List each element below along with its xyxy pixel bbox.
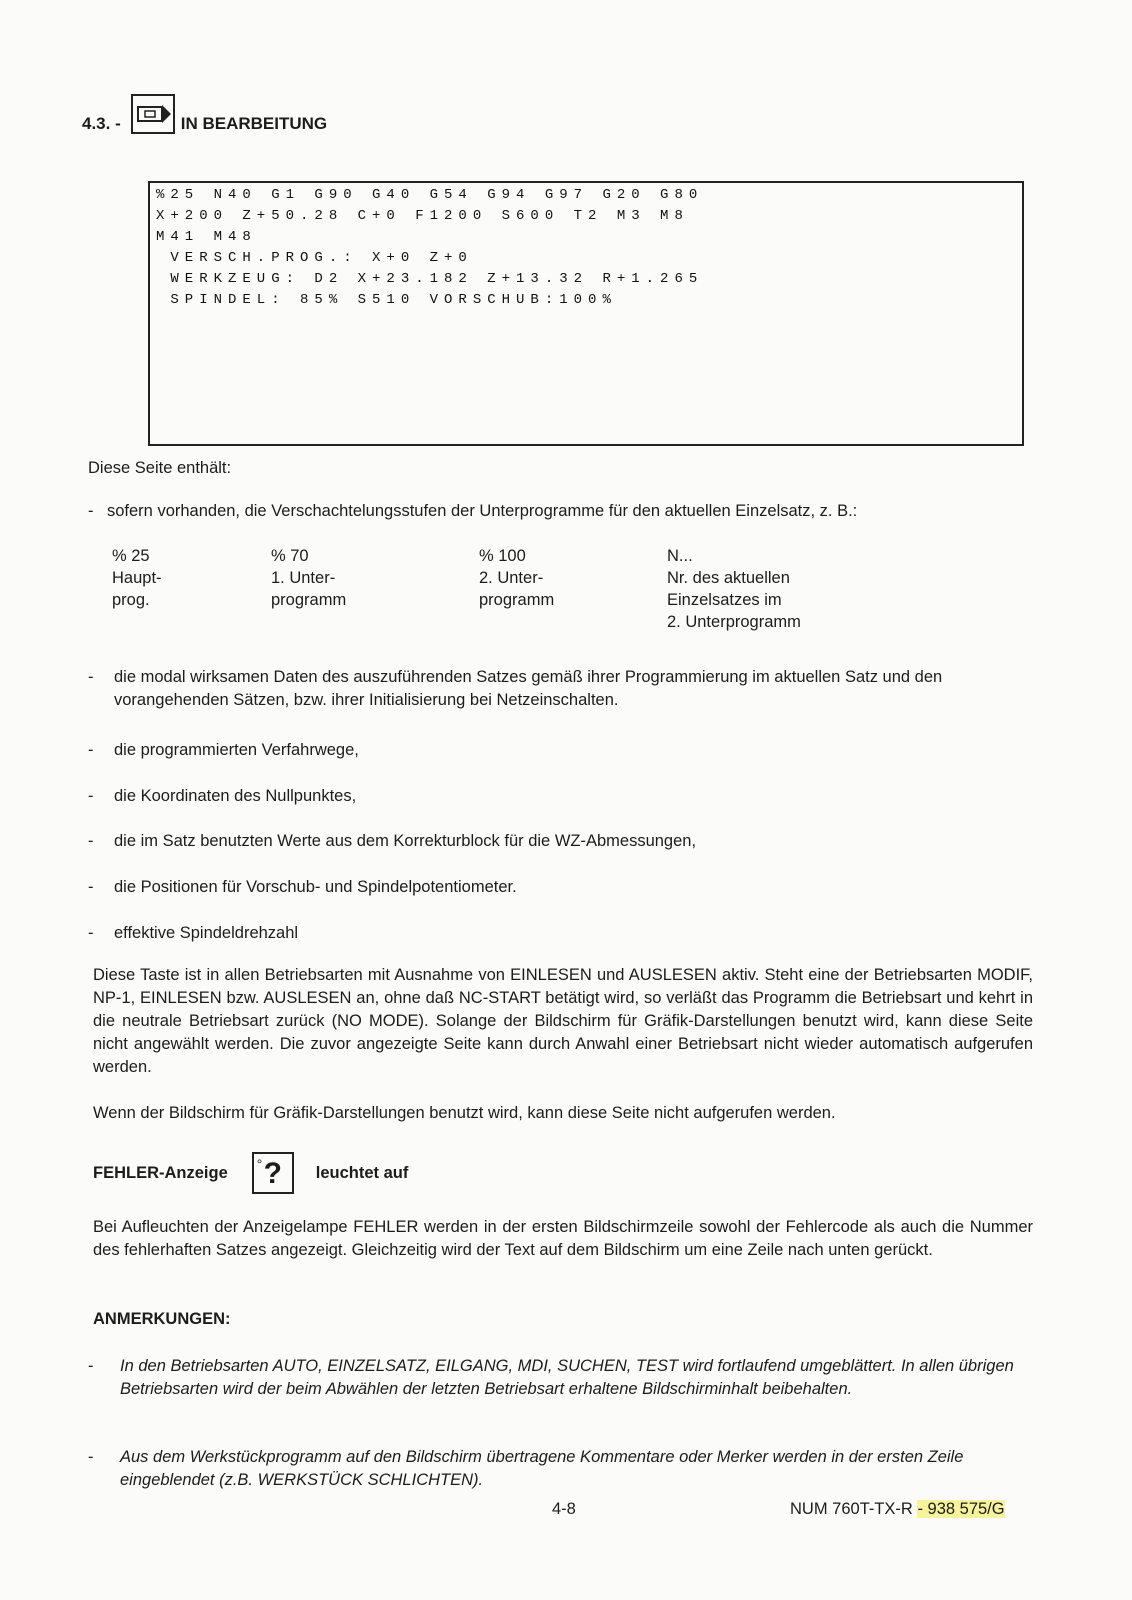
level-value: % 25 bbox=[112, 547, 150, 565]
level-label: Haupt- bbox=[112, 569, 162, 587]
document-id bbox=[790, 1500, 1005, 1519]
screen-line: WERKZEUG: D2 X+23.182 Z+13.32 R+1.265 bbox=[156, 271, 704, 287]
note-text: In den Betriebsarten AUTO, EINZELSATZ, EILGANG, MDI, SUCHEN, TEST wird fortlaufend umgeblättert. In allen übrigen Betriebsarten wird der beim Abwählen der letzten Betriebsart erhaltene Bildschirminhalt beibehalten. bbox=[120, 1357, 1014, 1398]
paragraph: Diese Taste ist in allen Betriebsarten mit Ausnahme von EINLESEN und AUSLESEN aktiv. Steht eine der Betriebsarten MODIF, NP-1, EINLESEN bzw. AUSLESEN an, ohne daß NC-START betätigt wird, so verläßt das Programm die Betriebsart und kehrt in die neutrale Betriebsart zurück (NO MODE). Solange der Bildschirm für Gräfik-Darstellungen benutzt wird, kann diese Seite nicht angewählt werden. Die zuvor angezeigte Seite kann durch Anwahl einer Betriebsart nicht wieder automatisch aufgerufen werden. bbox=[93, 966, 1033, 1076]
intro-text: Diese Seite enthält: bbox=[88, 459, 232, 477]
bullet-dash: - bbox=[88, 878, 94, 896]
screen-line: M41 M48 bbox=[156, 229, 257, 245]
level-label: 1. Unter- bbox=[271, 569, 336, 587]
error-key-symbol: ? bbox=[263, 1157, 282, 1190]
screen-line: SPINDEL: 85% S510 VORSCHUB:100% bbox=[156, 292, 617, 308]
level-label: programm bbox=[479, 591, 555, 609]
cnc-screen-display bbox=[148, 181, 1024, 446]
bullet-dash: - bbox=[88, 668, 94, 686]
page-number: 4-8 bbox=[552, 1500, 576, 1518]
bullet-dash: - bbox=[88, 924, 94, 942]
bullet-text: die modal wirksamen Daten des auszuführenden Satzes gemäß ihrer Programmierung im aktuellen Satz und den vorangehenden Sätzen, bzw. ihrer Initialisierung bei Netzeinschalten. bbox=[114, 668, 943, 709]
level-column bbox=[112, 545, 162, 611]
notes-title: ANMERKUNGEN: bbox=[93, 1310, 231, 1328]
paragraph: Wenn der Bildschirm für Gräfik-Darstellungen benutzt wird, kann diese Seite nicht aufgerufen werden. bbox=[93, 1104, 836, 1122]
document-id-prefix: NUM 760T-TX-R bbox=[790, 1500, 913, 1518]
level-column bbox=[667, 545, 801, 633]
document-id-suffix: - 938 575/G bbox=[917, 1500, 1005, 1518]
machining-key-icon bbox=[131, 94, 175, 134]
error-label: FEHLER-Anzeige bbox=[93, 1163, 228, 1182]
bullet-text: die programmierten Verfahrwege, bbox=[114, 741, 359, 759]
bullet-text: effektive Spindeldrehzahl bbox=[114, 924, 299, 942]
bullet-dash: - bbox=[88, 787, 94, 805]
section-title: IN BEARBEITUNG bbox=[180, 114, 328, 133]
level-label: 2. Unterprogramm bbox=[667, 613, 801, 631]
screen-line: X+200 Z+50.28 C+0 F1200 S600 T2 M3 M8 bbox=[156, 208, 689, 224]
bullet-dash: - bbox=[88, 502, 94, 520]
level-value: % 70 bbox=[271, 547, 309, 565]
degree-mark: ° bbox=[256, 1156, 263, 1172]
level-column bbox=[271, 545, 346, 611]
bullet-text: die Koordinaten des Nullpunktes, bbox=[114, 787, 357, 805]
level-label: Einzelsatzes im bbox=[667, 591, 782, 609]
error-suffix: leuchtet auf bbox=[315, 1163, 409, 1182]
level-value: % 100 bbox=[479, 547, 526, 565]
level-label: 2. Unter- bbox=[479, 569, 544, 587]
level-label: prog. bbox=[112, 591, 150, 609]
level-label: programm bbox=[271, 591, 347, 609]
bullet-dash: - bbox=[88, 1357, 94, 1375]
note-text: Aus dem Werkstückprogramm auf den Bildschirm übertragene Kommentare oder Merker werden in der ersten Zeile eingeblendet (z.B. WERKSTÜCK SCHLICHTEN). bbox=[120, 1448, 964, 1489]
bullet-dash: - bbox=[88, 1448, 94, 1466]
bullet-dash: - bbox=[88, 741, 94, 759]
level-value: N... bbox=[667, 547, 693, 565]
screen-line: VERSCH.PROG.: X+0 Z+0 bbox=[156, 250, 473, 266]
screen-line: %25 N40 G1 G90 G40 G54 G94 G97 G20 G80 bbox=[156, 187, 704, 203]
error-indicator-line bbox=[93, 1152, 408, 1194]
bullet-text: die im Satz benutzten Werte aus dem Korrekturblock für die WZ-Abmessungen, bbox=[114, 832, 697, 850]
bullet-text: die Positionen für Vorschub- und Spindelpotentiometer. bbox=[114, 878, 517, 896]
level-label: Nr. des aktuellen bbox=[667, 569, 790, 587]
section-number: 4.3. - bbox=[82, 114, 121, 133]
bullet-dash: - bbox=[88, 832, 94, 850]
level-column bbox=[479, 545, 554, 611]
paragraph: Bei Aufleuchten der Anzeigelampe FEHLER werden in der ersten Bildschirmzeile sowohl der Fehlercode als auch die Nummer des fehlerhaften Satzes angezeigt. Gleichzeitig wird der Text auf dem Bildschirm um eine Zeile nach unten gerückt. bbox=[93, 1218, 1033, 1259]
error-key-icon bbox=[252, 1152, 294, 1194]
bullet-text: sofern vorhanden, die Verschachtelungsstufen der Unterprogramme für den aktuellen Einzelsatz, z. B.: bbox=[107, 502, 858, 520]
section-heading bbox=[82, 104, 327, 144]
